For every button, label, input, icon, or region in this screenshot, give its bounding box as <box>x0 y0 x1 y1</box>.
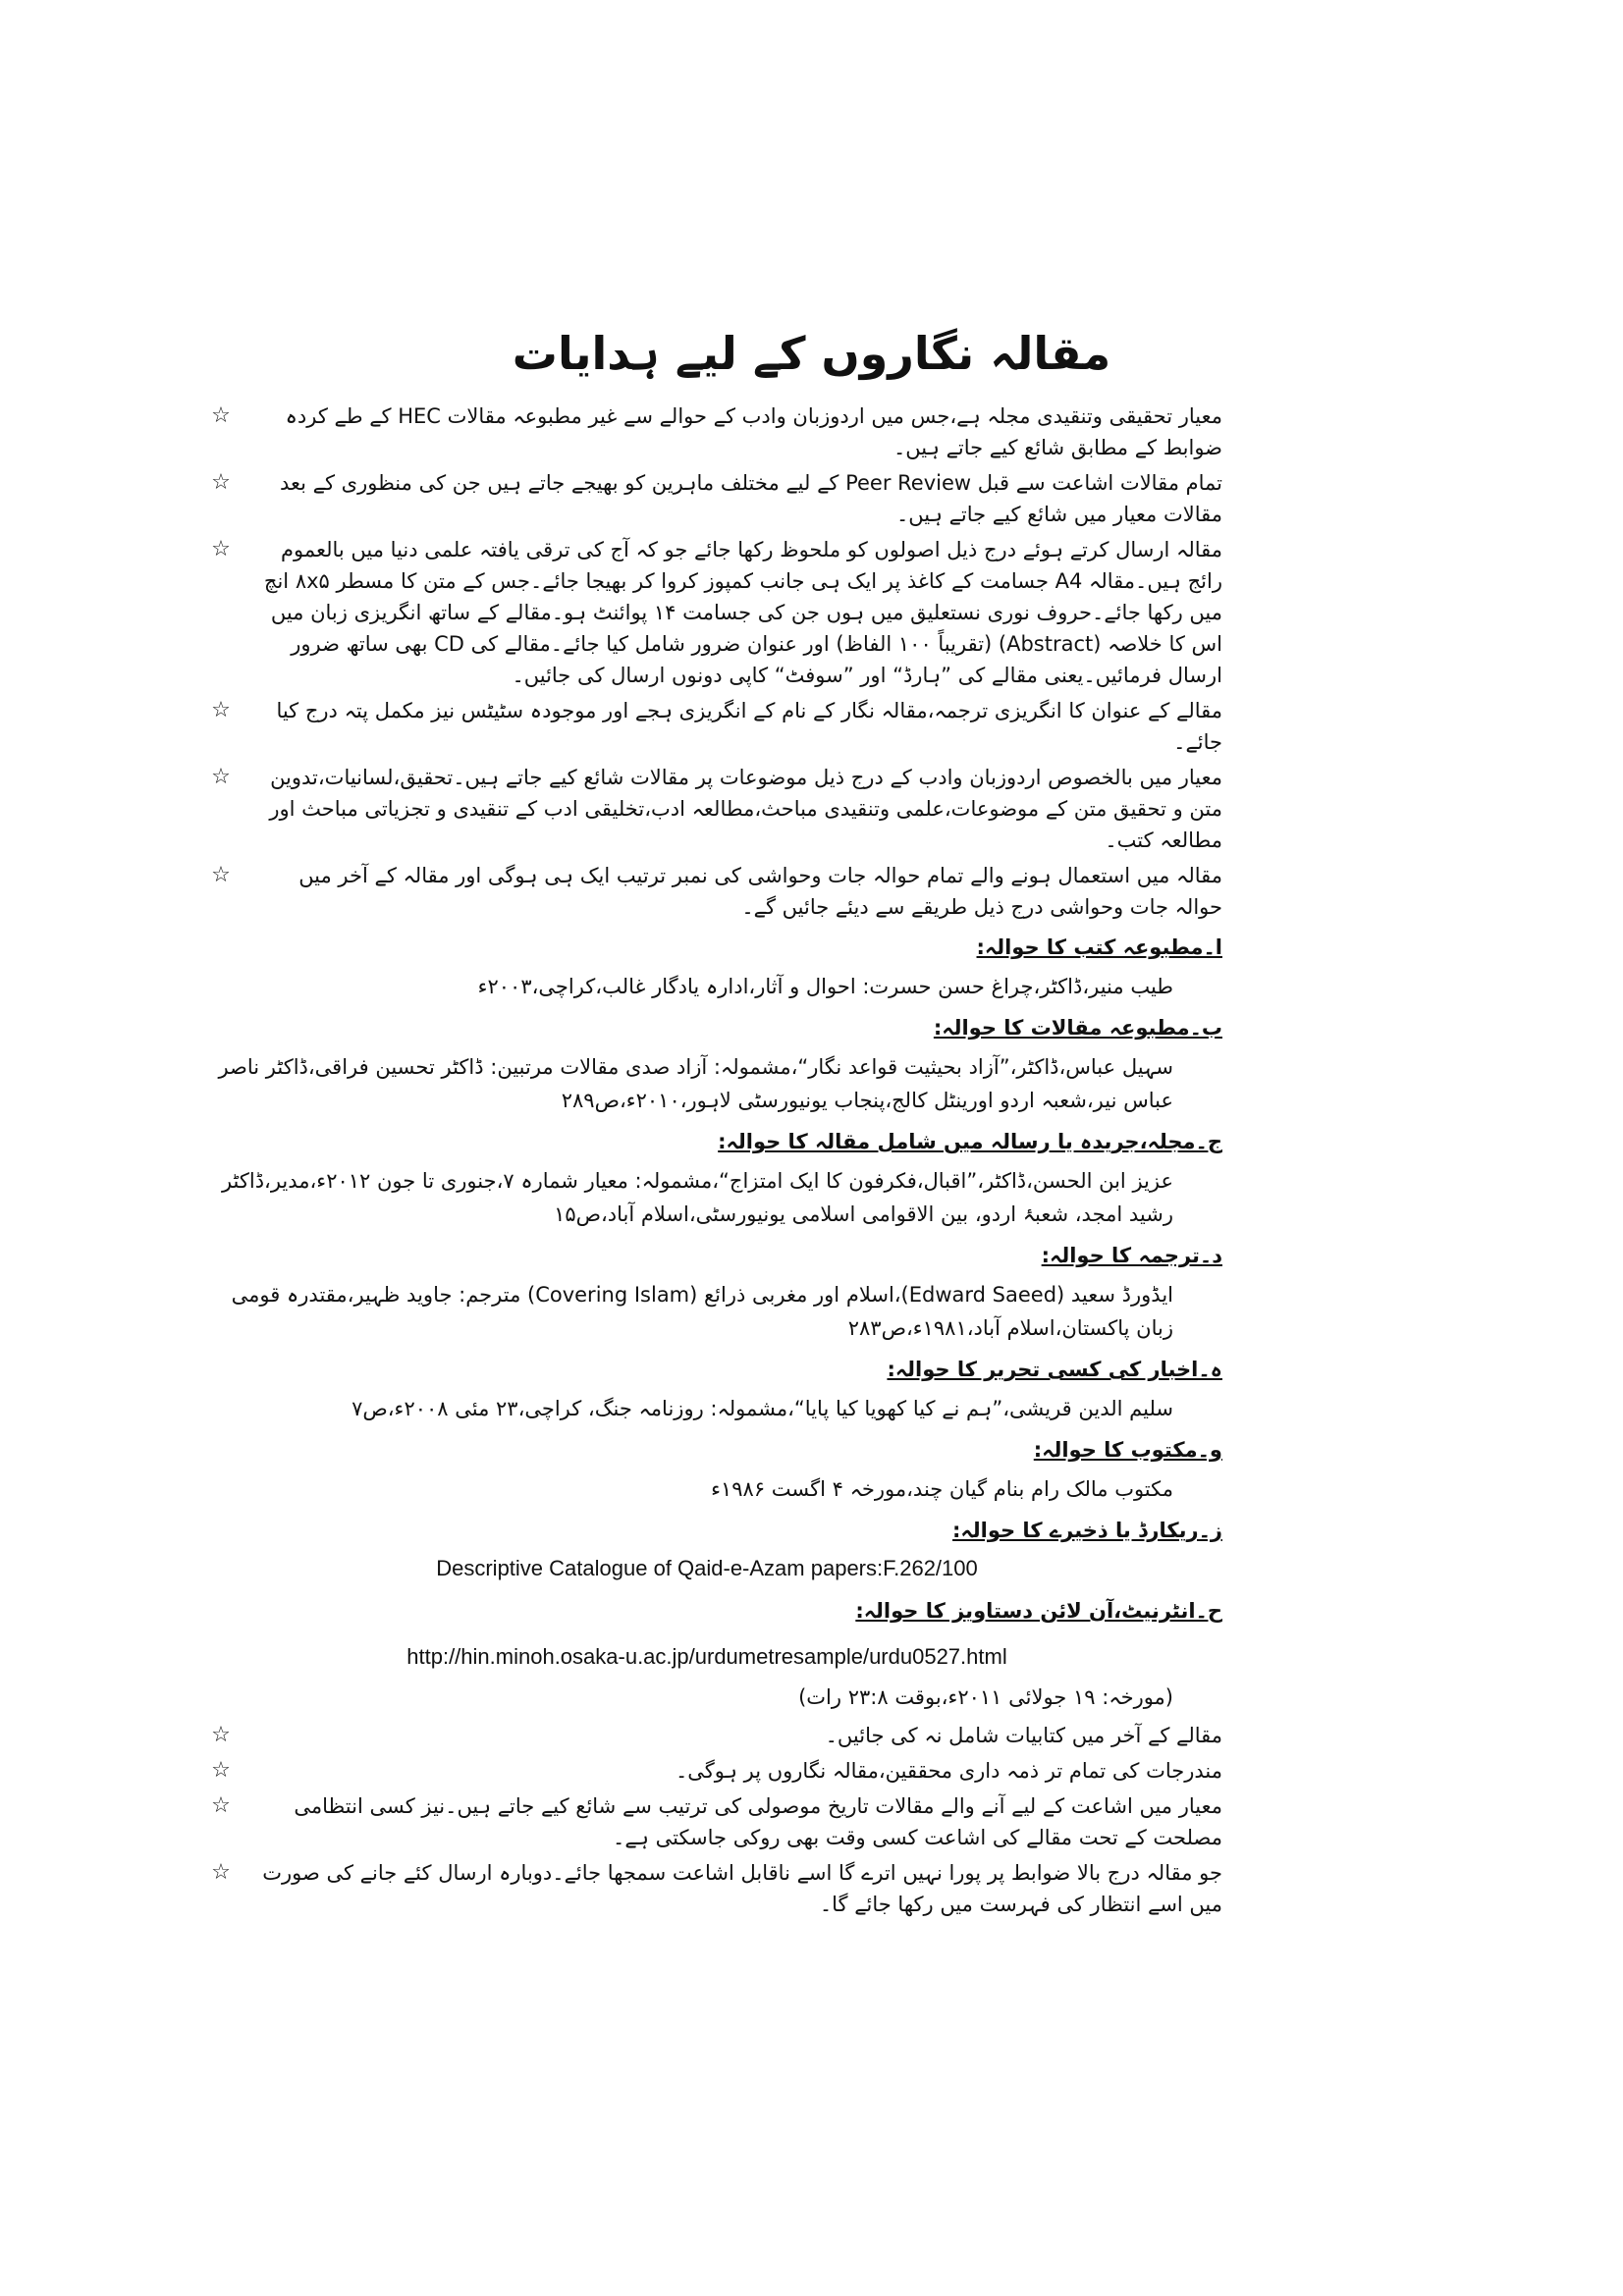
reference-heading: د۔ترجمہ کا حوالہ: <box>1041 1244 1222 1267</box>
star-icon: ☆ <box>211 698 231 722</box>
instruction-top-item-text: مقالہ میں استعمال ہونے والے تمام حوالہ جات وحواشی کی نمبر ترتیب ایک ہی ہوگی اور مقالہ کے آخر میں حوالہ جات وحواشی درج ذیل طریقے سے دیئے جائیں گے۔ <box>298 864 1222 919</box>
references-section <box>191 931 1222 1714</box>
instruction-bottom-item-text: مندرجات کی تمام تر ذمہ داری محققین،مقالہ نگاروں پر ہوگی۔ <box>675 1759 1222 1783</box>
star-icon: ☆ <box>211 1758 231 1783</box>
star-icon: ☆ <box>211 863 231 887</box>
document-content <box>191 400 1222 1924</box>
page-title: مقالہ نگاروں کے لیے ہدایات <box>512 327 1111 380</box>
reference-text: طیب منیر،ڈاکٹر،چراغ حسن حسرت: احوال و آثار،ادارہ یادگار غالب،کراچی،۲۰۰۳ء <box>477 975 1173 998</box>
reference-heading: ج۔مجلہ،جریدہ یا رسالہ میں شامل مقالہ کا حوالہ: <box>718 1130 1222 1153</box>
star-icon: ☆ <box>211 765 231 789</box>
instruction-bottom-item-text: جو مقالہ درج بالا ضوابط پر پورا نہیں اترے گا اسے ناقابل اشاعت سمجھا جائے۔دوبارہ ارسال کئے جانے کی صورت میں اسے انتظار کی فہرست میں رکھا جائے گا۔ <box>262 1861 1222 1916</box>
reference-heading: ح۔انٹرنیٹ،آن لائن دستاویز کا حوالہ: <box>855 1599 1222 1623</box>
star-icon: ☆ <box>211 1723 231 1747</box>
reference-text-ltr: Descriptive Catalogue of Qaid-e-Azam papers:F.262/100 <box>436 1556 978 1580</box>
instruction-top-item <box>191 695 1222 758</box>
reference-url: http://hin.minoh.osaka-u.ac.jp/urdumetresample/urdu0527.html <box>406 1644 1007 1669</box>
reference-text: مکتوب مالک رام بنام گیان چند،مورخہ ۴ اگست ۱۹۸۶ء <box>711 1477 1173 1501</box>
instruction-top-item-text: مقالے کے عنوان کا انگریزی ترجمہ،مقالہ نگار کے نام کے انگریزی ہجے اور موجودہ سٹیٹس نیز مکمل پتہ درج کیا جائے۔ <box>276 699 1222 754</box>
instruction-top-item-text: معیار میں بالخصوص اردوزبان وادب کے درج ذیل موضوعات پر مقالات شائع کیے جاتے ہیں۔تحقیق،لسانیات،تدوین متن و تحقیق متن کے موضوعات،علمی وتنقیدی مباحث،مطالعہ ادب،تخلیقی ادب کے تنقیدی و تجزیاتی مباحث اور مطالعہ کتب۔ <box>269 766 1222 852</box>
instructions-top-list <box>191 400 1222 923</box>
instruction-bottom-item-text: معیار میں اشاعت کے لیے آنے والے مقالات تاریخ موصولی کی ترتیب سے شائع کیے جاتے ہیں۔نیز کسی انتظامی مصلحت کے تحت مقالے کی اشاعت کسی وقت بھی روکی جاسکتی ہے۔ <box>294 1794 1222 1849</box>
instructions-bottom-list <box>191 1720 1222 1920</box>
instruction-top-item <box>191 467 1222 530</box>
reference-heading: ہ۔اخبار کی کسی تحریر کا حوالہ: <box>887 1358 1222 1381</box>
reference-url-date: (مورخہ: ۱۹ جولائی ۲۰۱۱ء،بوقت ۲۳:۸ رات) <box>798 1685 1173 1709</box>
instruction-bottom-item <box>191 1857 1222 1920</box>
instruction-bottom-item <box>191 1720 1222 1751</box>
reference-heading: ز۔ریکارڈ یا ذخیرے کا حوالہ: <box>952 1519 1222 1542</box>
star-icon: ☆ <box>211 1860 231 1885</box>
instruction-top-item <box>191 534 1222 691</box>
instruction-top-item <box>191 400 1222 463</box>
instruction-bottom-item <box>191 1790 1222 1853</box>
instruction-top-item <box>191 762 1222 856</box>
instruction-top-item-text: تمام مقالات اشاعت سے قبل Peer Review کے لیے مختلف ماہرین کو بھیجے جاتے ہیں جن کی منظوری کے بعد مقالات معیار میں شائع کیے جاتے ہیں۔ <box>280 471 1222 526</box>
reference-heading: ب۔مطبوعہ مقالات کا حوالہ: <box>933 1016 1222 1040</box>
reference-heading: ا۔مطبوعہ کتب کا حوالہ: <box>976 935 1222 959</box>
reference-text: عزیز ابن الحسن،ڈاکٹر،”اقبال،فکرفون کا ایک امتزاج“،مشمولہ: معیار شمارہ ۷،جنوری تا جون ۲۰۱۲ء،مدیر،ڈاکٹر رشید امجد، شعبۂ اردو، بین الاقوامی اسلامی یونیورسٹی،اسلام آباد،ص۱۵ <box>221 1169 1173 1226</box>
instruction-bottom-item <box>191 1755 1222 1787</box>
star-icon: ☆ <box>211 1793 231 1818</box>
instruction-top-item-text: مقالہ ارسال کرتے ہوئے درج ذیل اصولوں کو ملحوظ رکھا جائے جو کہ آج کی ترقی یافتہ علمی دنیا میں بالعموم رائج ہیں۔مقالہ A4 جسامت کے کاغذ پر ایک ہی جانب کمپوز کروا کر بھیجا جائے۔جس کے متن کا مسطر ۸x۵ انچ میں رکھا جائے۔حروف نوری نستعلیق میں ہوں جن کی جسامت ۱۴ پوائنٹ ہو۔مقالے کے ساتھ انگریزی زبان میں اس کا خلاصہ (Abstract) (تقریباً ۱۰۰ الفاظ) اور عنوان ضرور شامل کیا جائے۔مقالے کی CD بھی ساتھ ضرور ارسال فرمائیں۔یعنی مقالے کی ”ہارڈ“ اور ”سوفٹ“ کاپی دونوں ارسال کی جائیں۔ <box>263 538 1222 687</box>
reference-heading: و۔مکتوب کا حوالہ: <box>1033 1438 1222 1462</box>
star-icon: ☆ <box>211 403 231 428</box>
reference-text: سلیم الدین قریشی،”ہم نے کیا کھویا کیا پایا“،مشمولہ: روزنامہ جنگ، کراچی،۲۳ مئی ۲۰۰۸ء،ص۷ <box>352 1397 1173 1420</box>
instruction-top-item <box>191 860 1222 923</box>
instruction-bottom-item-text: مقالے کے آخر میں کتابیات شامل نہ کی جائیں۔ <box>825 1724 1222 1747</box>
star-icon: ☆ <box>211 537 231 561</box>
reference-text: ایڈورڈ سعید (Edward Saeed)،اسلام اور مغربی ذرائع (Covering Islam) مترجم: جاوید ظہیر،مقتدرہ قومی زبان پاکستان،اسلام آباد،۱۹۸۱ء،ص۲۸۳ <box>231 1283 1173 1340</box>
instruction-top-item-text: معیار تحقیقی وتنقیدی مجلہ ہے،جس میں اردوزبان وادب کے حوالے سے غیر مطبوعہ مقالات HEC کے طے کردہ ضوابط کے مطابق شائع کیے جاتے ہیں۔ <box>285 404 1222 459</box>
star-icon: ☆ <box>211 470 231 495</box>
reference-text: سہیل عباس،ڈاکٹر،”آزاد بحیثیت قواعد نگار“،مشمولہ: آزاد صدی مقالات مرتبین: ڈاکٹر تحسین فراقی،ڈاکٹر ناصر عباس نیر،شعبہ اردو اورینٹل کالج،پنجاب یونیورسٹی لاہور،۲۰۱۰ء،ص۲۸۹ <box>218 1055 1173 1112</box>
